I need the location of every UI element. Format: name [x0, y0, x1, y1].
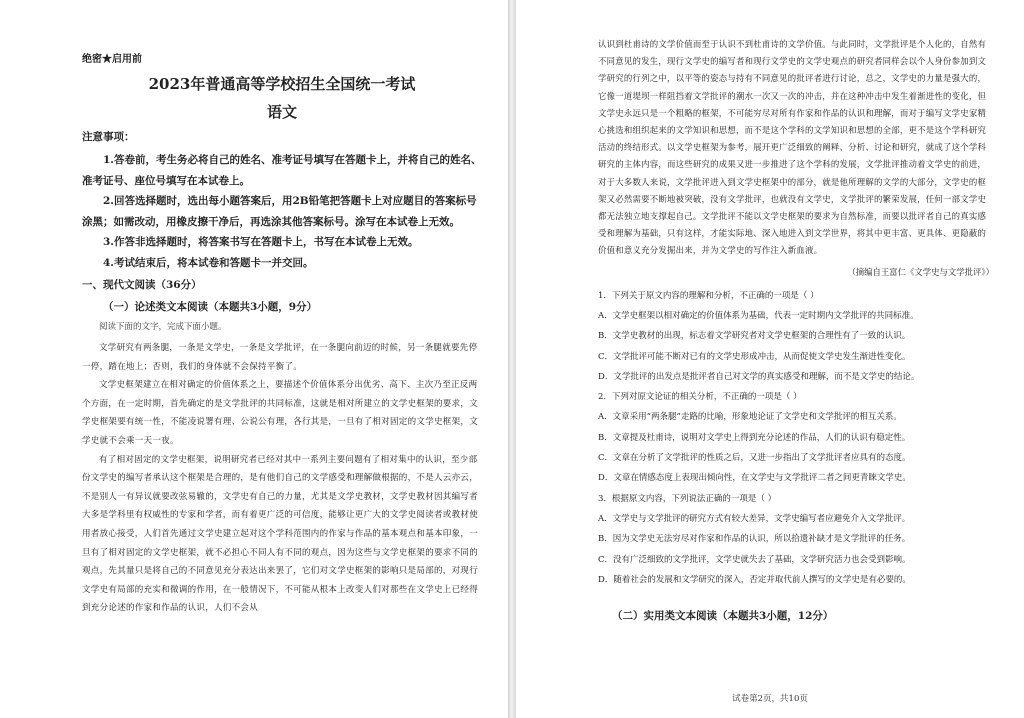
question-option: C．文章在分析了文学批评的性质之后，又进一步指出了文学批评者应具有的态度。: [598, 453, 911, 464]
confidential-mark: 绝密★启用前: [82, 54, 142, 65]
question-option: D．随着社会的发展和文学研究的深入，否定并取代前人撰写的文学史是有必要的。: [598, 574, 911, 585]
question-option: A．文学史框架以相对确定的价值体系为基础，代表一定时期内文学批评的共同标准。: [598, 310, 919, 321]
left-page: [0, 0, 508, 718]
question-3: [598, 489, 994, 590]
subsection-heading: （二）实用类文本阅读（本题共3小题，12分）: [612, 610, 834, 623]
question-option: C．没有广泛细致的文学批评，文学史就失去了基础，文学研究活力也会受到影响。: [598, 554, 911, 565]
note-item: 2.回答选择题时，选出每小题答案后，用2B铅笔把答题卡上对应题目的答案标号涂黑；如需改动，用橡皮擦干净后，再选涂其他答案标号。涂写在本试卷上无效。: [82, 195, 477, 228]
question-option: B．文章提及杜甫诗，说明对文学史上得到充分论述的作品，人们的认识有稳定性。: [598, 432, 911, 443]
passage-paragraph: 文学史框架建立在相对确定的价值体系之上，要描述个价值体系分出优劣、高下、主次乃至正反两个方面，在一定时期，首先确定的是文学批评的共同标准，这就是相对所建立的文学史框架的要求，文学史框架要有统一性，不能凌说署有理、公说公有理，各行其是，一旦有了相对固定的文学史框架，文学史就不会乘一天一夜。: [82, 380, 479, 446]
question-option: B．因为文学史无法穷尽对作家和作品的认识，所以拾遗补缺才是文学批评的任务。: [598, 534, 911, 545]
question-option: B．文学史教材的出现，标志着文学研究者对文学史框架的合理性有了一致的认识。: [598, 331, 911, 342]
exam-subject: 语文: [266, 103, 297, 121]
question-1: [598, 286, 994, 387]
passage-paragraph: 文学研究有两条腿，一条是文学史，一条是文学批评，在一条腿向前迈的时候，另一条腿就要先停一停，踏在地上；否则，我们的身体就不会保持平衡了。: [82, 343, 478, 372]
note-item: 3.作答非选择题时，将答案书写在答题卡上，书写在本试卷上无效。: [103, 236, 419, 248]
question-stem: 2．下列对原文论证的相关分析，不正确的一项是（ ）: [598, 392, 802, 403]
question-option: A．文学史与文学批评的研究方式有较大差异，文学史编写者应避免介入文学批评。: [598, 513, 911, 524]
note-item: 1.答卷前，考生务必将自己的姓名、准考证号填写在答题卡上，并将自己的姓名、准考证号、座位号填写在本试卷上。: [82, 154, 482, 187]
page-footer: 试卷第2页，共10页: [732, 694, 808, 704]
note-item: 4.考试结束后，将本试卷和答题卡一并交回。: [103, 256, 314, 269]
question-option: D．文学批评的出发点是批评者自己对文学的真实感受和理解，而不是文学史的结论。: [598, 371, 920, 382]
question-option: C．文学批评可能不断对已有的文学史形成冲击，从而促使文学史发生渐进性变化。: [598, 351, 911, 362]
subsection-heading: （一）论述类文本阅读（本题共3小题，9分）: [103, 301, 318, 313]
question-option: D．文章在情感态度上表现出倾向性，在文学史与文学批评二者之间更青睐文学史。: [598, 473, 911, 484]
question-2: [598, 387, 994, 488]
exam-title: 2023年普通高等学校招生全国统一考试: [148, 75, 416, 93]
notes-heading: 注意事项：: [82, 131, 135, 143]
section-heading: 一、现代文阅读（36分）: [82, 279, 202, 291]
passage-source: （摘编自王富仁《文学史与文学批评》）: [847, 266, 994, 277]
question-stem: 3．根据原文内容，下列说法正确的一项是（ ）: [598, 493, 777, 504]
right-page: [516, 0, 1024, 718]
page-gutter: [508, 0, 516, 718]
question-option: A．文章采用“两条腿”走路的比喻，形象地论证了文学史和文学批评的相互关系。: [598, 412, 902, 423]
question-stem: 1．下列关于原文内容的理解和分析，不正确的一项是（ ）: [598, 290, 819, 301]
reading-instruction: 阅读下面的文字，完成下面小题。: [99, 322, 227, 332]
passage-paragraph: 认识到杜甫诗的文学价值而至于认识不到杜甫诗的文学价值。与此同时，文学批评是个人化的，自然有不同意见的发生，现行文学史的编写者和现行文学史的文学史观点的研究者同样会以个人身份参加到文学研究的行列之中，以平等的姿态与持有不同意见的批评者进行讨论，总之，文学史的力量是强大的，它像一道堤坝一样阻挡着文学批评的潮水一次又一次的冲击，并在这种冲击中发生着渐进性的变化，但文学史永远只是一个粗略的框架，不可能穷尽对所有作家和作品的认识和理解，而对于编写文学史家精心挑选和组织起来的文学知识和思想，而不是这个学科的文学知识和思想的全部，更不是这个学科研究活动的终结形式。以文学史框架为参考，展开更广泛细致的阐释、分析、讨论和研究，就成了这个学科研究的主体内容，而这些研究的成果又进一步推进了这个学科的发展，文学批评推动着文学史的前进，对于大多数人来说，文学批评进入到文学史框架中的部分，就是他所理解的文学的大部分，文学史的框架又必然需要不断地被突破，没有文学批评，也就没有文学史，文学批评的繁荣发展，任何一部文学史都无法独立地支撑起自己。文学批评不能以文学史框架的要求为自然标准，而要以批评者自己的真实感受和理解为基础，只有这样，才能实际地、深入地进入到文学世界，将其中更丰富、更具体、更隐蔽的价值和意义充分发掘出来，并为文学史的写作注入新血液。: [598, 39, 987, 256]
passage-paragraph: 有了相对固定的文学史框架，说明研究者已经对其中一系列主要问题有了相对集中的认识，至少部份文学史的编写者承认这个框架是合理的，是有他们自己的文学感受和理解做根据的，不是人云亦云，不是别人一有异议就要改弦易辙的，文学史有自己的力量，尤其是文学史教材，文学史教材因其编写者大多是学科里有权威性的专家和学者，而有着更广泛的可信度，能够让更广大的文学史阅读者或教材使用者放心接受，人们首先通过文学史建立起对这个学科范围内的作家与作品的基本观点和基本印象，一旦有了相对固定的文学史框架，就不必担心不同人有不同的观点，因为这些与文学史框架的要求不同的观点，先其量只是将自己的不同意见充分表达出来罢了，它们对文学史框架的影响只是局部的，对现行文学史有局部的充实和微调的作用，在一般情况下，不可能从根本上改变人们对那些在文学史上已经得到充分论述的作家和作品的认识，人们不会从: [82, 454, 479, 614]
